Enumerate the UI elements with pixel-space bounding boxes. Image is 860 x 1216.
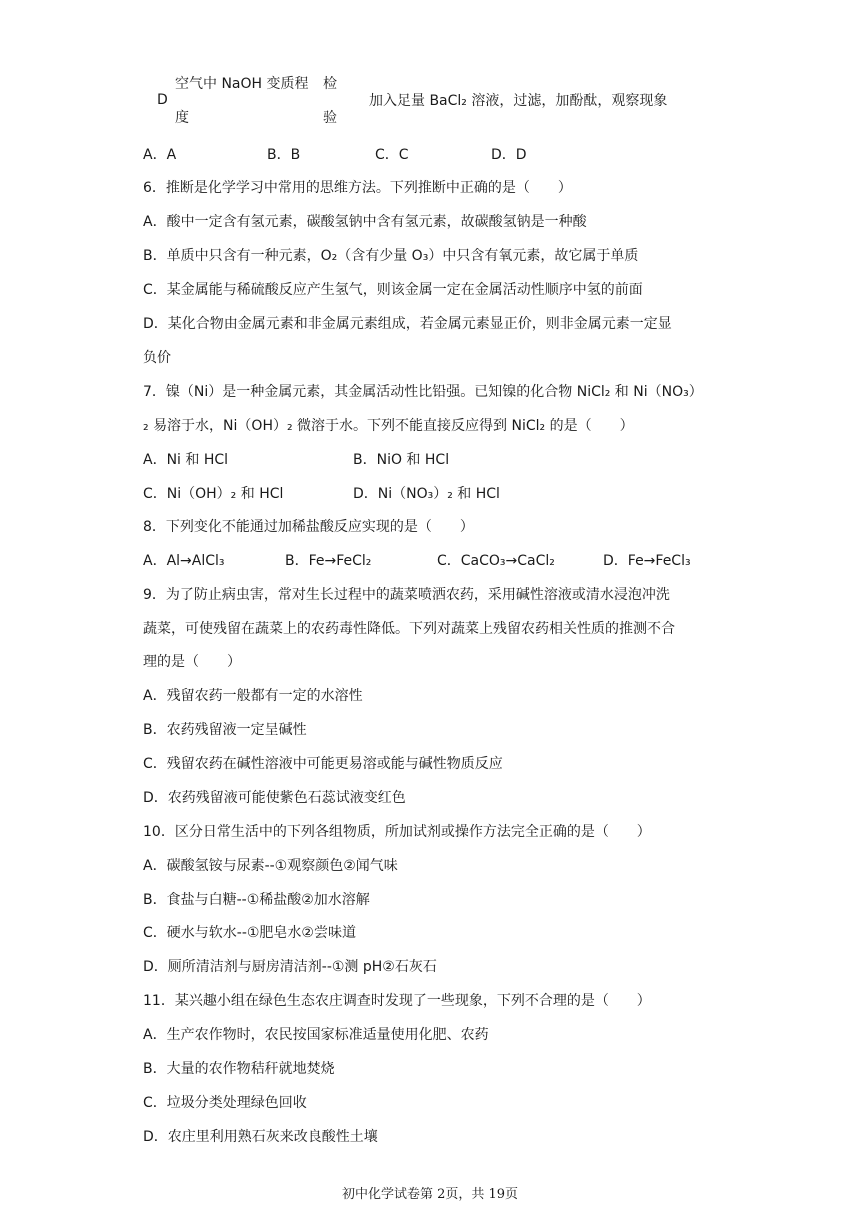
row-purpose-line2: 验 bbox=[323, 110, 337, 126]
q5-option-a: A．A bbox=[143, 147, 177, 163]
q9-option-b: B．农药残留液一定呈碱性 bbox=[143, 722, 307, 738]
q9-stem-line2: 蔬菜，可使残留在蔬菜上的农药毒性降低。下列对蔬菜上残留农药相关性质的推测不合 bbox=[143, 621, 675, 637]
q7-option-c: C．Ni（OH）₂ 和 HCl bbox=[143, 486, 284, 502]
q5-option-b: B．B bbox=[267, 147, 301, 163]
q7-option-b: B．NiO 和 HCl bbox=[353, 452, 450, 468]
q5-option-d: D．D bbox=[491, 147, 527, 163]
q9-option-a: A．残留农药一般都有一定的水溶性 bbox=[143, 688, 363, 704]
q8-option-a: A．Al→AlCl₃ bbox=[143, 553, 225, 569]
q10-option-b: B．食盐与白糖--①稀盐酸②加水溶解 bbox=[143, 892, 370, 908]
q9-stem-line3: 理的是（ ） bbox=[143, 654, 241, 670]
q5-option-c: C．C bbox=[375, 147, 409, 163]
row-item-line2: 度 bbox=[175, 110, 189, 126]
q6-option-c: C．某金属能与稀硫酸反应产生氢气，则该金属一定在金属活动性顺序中氢的前面 bbox=[143, 282, 643, 298]
q9-option-d: D．农药残留液可能使紫色石蕊试液变红色 bbox=[143, 790, 406, 806]
q11-option-a: A．生产农作物时，农民按国家标准适量使用化肥、农药 bbox=[143, 1027, 489, 1043]
q8-option-c: C．CaCO₃→CaCl₂ bbox=[437, 553, 555, 569]
q9-option-c: C．残留农药在碱性溶液中可能更易溶或能与碱性物质反应 bbox=[143, 756, 503, 772]
q6-option-d-line2: 负价 bbox=[143, 350, 171, 366]
q8-option-b: B．Fe→FeCl₂ bbox=[285, 553, 372, 569]
q6-option-b: B．单质中只含有一种元素，O₂（含有少量 O₃）中只含有氧元素，故它属于单质 bbox=[143, 248, 639, 264]
q8-stem: 8．下列变化不能通过加稀盐酸反应实现的是（ ） bbox=[143, 519, 474, 535]
q10-stem: 10．区分日常生活中的下列各组物质，所加试剂或操作方法完全正确的是（ ） bbox=[143, 824, 651, 840]
q8-option-d: D．Fe→FeCl₃ bbox=[603, 553, 691, 569]
row-label: D bbox=[157, 92, 168, 108]
q7-stem-line1: 7．镍（Ni）是一种金属元素，其金属活动性比铅强。已知镍的化合物 NiCl₂ 和 Ni（NO₃） bbox=[143, 384, 703, 400]
q11-option-b: B．大量的农作物秸秆就地焚烧 bbox=[143, 1061, 335, 1077]
q6-option-d-line1: D．某化合物由金属元素和非金属元素组成，若金属元素显正价，则非金属元素一定显 bbox=[143, 316, 672, 332]
table-row-d bbox=[143, 70, 743, 130]
q10-option-a: A．碳酸氢铵与尿素--①观察颜色②闻气味 bbox=[143, 858, 398, 874]
q6-option-a: A．酸中一定含有氢元素，碳酸氢钠中含有氢元素，故碳酸氢钠是一种酸 bbox=[143, 214, 587, 230]
q10-option-c: C．硬水与软水--①肥皂水②尝味道 bbox=[143, 925, 356, 941]
q10-option-d: D．厕所清洁剂与厨房清洁剂--①测 pH②石灰石 bbox=[143, 959, 437, 975]
q9-stem-line1: 9．为了防止病虫害，常对生长过程中的蔬菜喷洒农药，采用碱性溶液或清水浸泡冲洗 bbox=[143, 587, 670, 603]
q7-stem-line2: ₂ 易溶于水，Ni（OH）₂ 微溶于水。下列不能直接反应得到 NiCl₂ 的是（ ） bbox=[143, 418, 634, 434]
q11-option-c: C．垃圾分类处理绿色回收 bbox=[143, 1095, 307, 1111]
q7-option-a: A．Ni 和 HCl bbox=[143, 452, 229, 468]
q7-option-d: D．Ni（NO₃）₂ 和 HCl bbox=[353, 486, 500, 502]
row-method: 加入足量 BaCl₂ 溶液，过滤，加酚酞，观察现象 bbox=[369, 93, 668, 109]
q11-stem: 11．某兴趣小组在绿色生态农庄调查时发现了一些现象，下列不合理的是（ ） bbox=[143, 993, 651, 1009]
row-purpose-line1: 检 bbox=[323, 76, 337, 92]
q11-option-d: D．农庄里利用熟石灰来改良酸性土壤 bbox=[143, 1129, 378, 1145]
page-footer: 初中化学试卷第 2页，共 19页 bbox=[341, 1187, 519, 1202]
row-item-line1: 空气中 NaOH 变质程 bbox=[175, 76, 309, 92]
q6-stem: 6．推断是化学学习中常用的思维方法。下列推断中正确的是（ ） bbox=[143, 180, 572, 196]
